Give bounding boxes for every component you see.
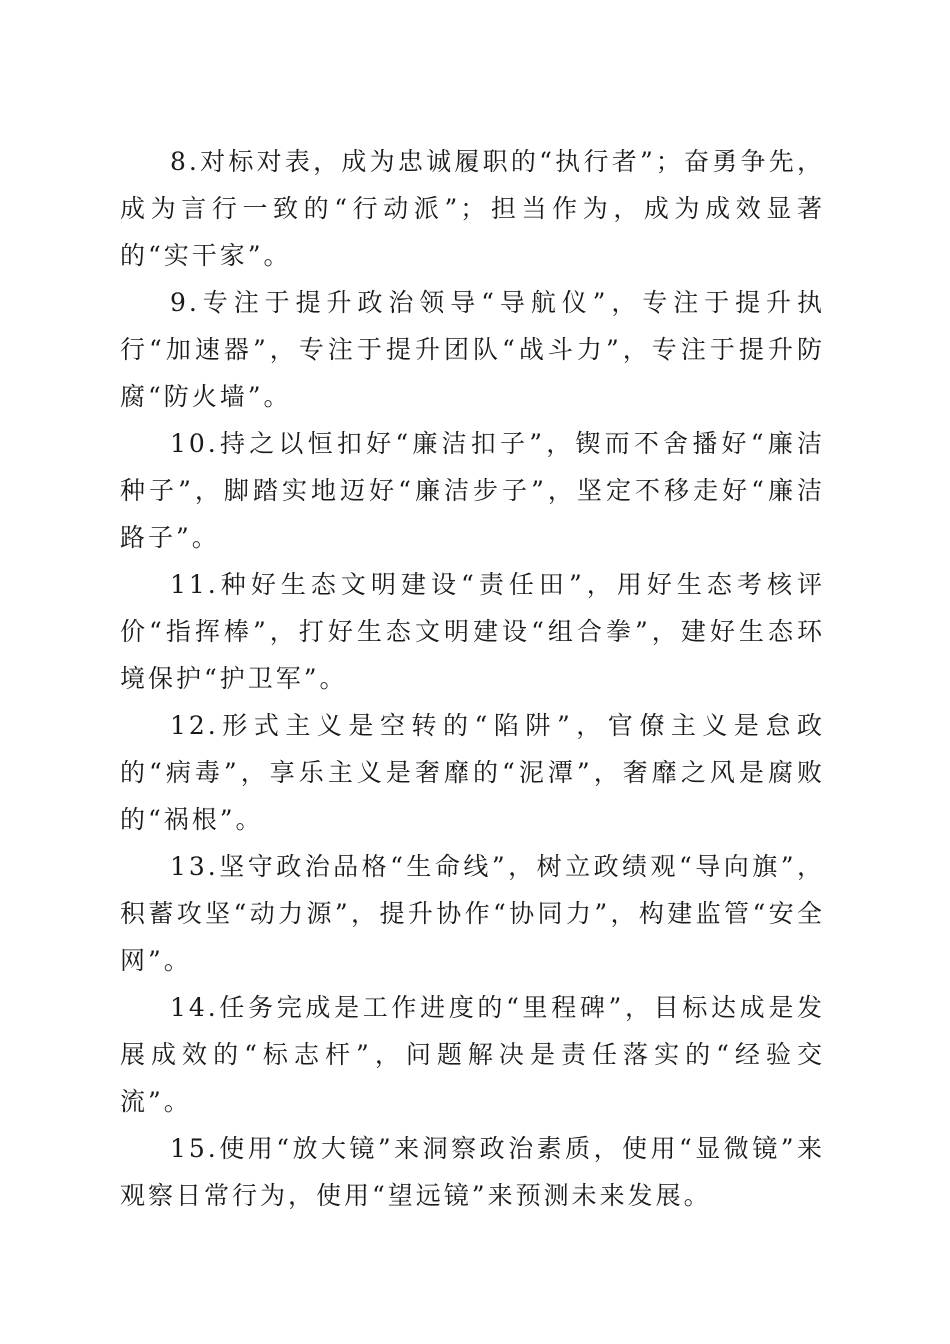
paragraph-10: 10.持之以恒扣好“廉洁扣子”，锲而不舍播好“廉洁种子”，脚踏实地迈好“廉洁步子”，坚定不移走好“廉洁路子”。 [120, 429, 825, 552]
paragraph-15: 15.使用“放大镜”来洞察政治素质，使用“显微镜”来观察日常行为，使用“望远镜”来预测未来发展。 [120, 1134, 825, 1210]
document-body [120, 138, 825, 1219]
paragraph-14: 14.任务完成是工作进度的“里程碑”，目标达成是发展成效的“标志杆”，问题解决是责任落实的“经验交流”。 [120, 993, 825, 1116]
paragraph-13: 13.坚守政治品格“生命线”，树立政绩观“导向旗”，积蓄攻坚“动力源”，提升协作“协同力”，构建监管“安全网”。 [120, 852, 825, 975]
paragraph-9: 9.专注于提升政治领导“导航仪”，专注于提升执行“加速器”，专注于提升团队“战斗力”，专注于提升防腐“防火墙”。 [120, 288, 825, 411]
paragraph-11: 11.种好生态文明建设“责任田”，用好生态考核评价“指挥棒”，打好生态文明建设“组合拳”，建好生态环境保护“护卫军”。 [120, 570, 825, 693]
paragraph-12: 12.形式主义是空转的“陷阱”，官僚主义是怠政的“病毒”，享乐主义是奢靡的“泥潭”，奢靡之风是腐败的“祸根”。 [120, 711, 825, 834]
paragraph-8: 8.对标对表，成为忠诚履职的“执行者”；奋勇争先，成为言行一致的“行动派”；担当作为，成为成效显著的“实干家”。 [120, 147, 825, 270]
